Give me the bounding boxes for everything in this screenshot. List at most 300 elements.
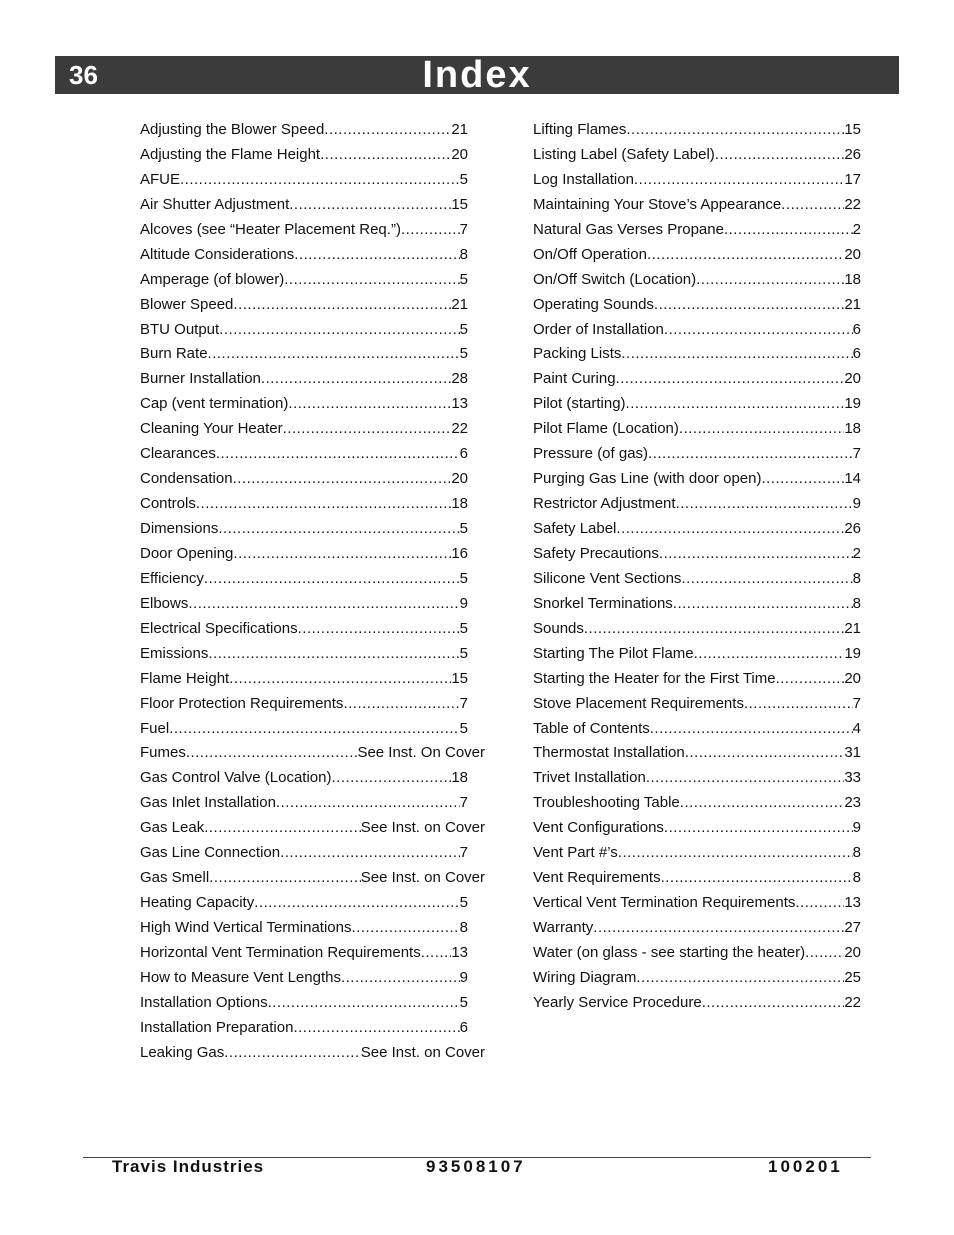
index-term: Dimensions: [140, 520, 219, 537]
index-page-ref: See Inst. on Cover: [360, 869, 485, 887]
index-page-ref: See Inst. on Cover: [360, 1043, 485, 1061]
index-term: Purging Gas Line (with door open): [533, 470, 762, 488]
dot-leader: [654, 293, 844, 318]
dot-leader: [679, 417, 844, 442]
dot-leader: [702, 991, 845, 1016]
index-term: Silicone Vent Sections: [533, 569, 682, 587]
index-page-ref: 20: [844, 669, 861, 687]
index-term: Door Opening: [140, 544, 234, 562]
index-entry: [140, 991, 468, 1016]
index-page-ref: 2: [852, 220, 861, 238]
index-entry: [533, 941, 861, 966]
dot-leader: [715, 143, 845, 168]
index-page-ref: 22: [844, 195, 861, 213]
index-page-ref: 25: [844, 968, 861, 986]
dot-leader: [324, 118, 451, 143]
index-entry: [140, 816, 485, 841]
dot-leader: [636, 966, 844, 991]
index-term: Starting the Heater for the First Time: [533, 669, 776, 687]
dot-leader: [216, 442, 460, 467]
index-entry: [140, 866, 485, 891]
index-page-ref: 5: [459, 345, 468, 363]
dot-leader: [224, 1041, 361, 1066]
index-entry: [533, 392, 861, 417]
index-entry: [140, 193, 468, 218]
dot-leader: [268, 991, 460, 1016]
dot-leader: [626, 392, 845, 417]
index-page-ref: 7: [459, 794, 468, 812]
index-term: Stove Placement Requirements: [533, 694, 744, 712]
dot-leader: [204, 816, 361, 841]
index-term: Vent Configurations: [533, 819, 664, 837]
index-entry: [140, 342, 468, 367]
index-page-ref: 27: [844, 919, 861, 936]
index-page-ref: 14: [844, 470, 861, 488]
index-entry: [533, 866, 861, 891]
index-column-left: [140, 118, 485, 1066]
index-term: Restrictor Adjustment: [533, 495, 676, 513]
dot-leader: [626, 118, 844, 143]
dot-leader: [208, 342, 460, 367]
index-page-ref: 6: [852, 345, 861, 363]
dot-leader: [421, 941, 452, 966]
index-entry: [533, 991, 861, 1016]
index-entry: [533, 243, 861, 268]
index-term: Thermostat Installation: [533, 744, 685, 762]
index-entry: [533, 517, 861, 542]
dot-leader: [219, 318, 459, 343]
index-term: Pressure (of gas): [533, 445, 649, 463]
index-entry: [533, 791, 861, 816]
index-page-ref: 13: [451, 943, 468, 961]
index-term: Amperage (of blower): [140, 270, 285, 288]
dot-leader: [664, 318, 853, 343]
dot-leader: [343, 692, 459, 717]
index-entry: [140, 791, 468, 816]
index-term: Installation Options: [140, 993, 268, 1011]
index-entry: [140, 667, 468, 692]
dot-leader: [233, 293, 451, 318]
dot-leader: [584, 617, 844, 642]
page-number: 36: [69, 60, 98, 90]
index-page-ref: 8: [459, 245, 468, 263]
dot-leader: [648, 442, 853, 467]
index-term: Table of Contents: [533, 719, 650, 737]
index-page-ref: 6: [459, 1018, 468, 1036]
dot-leader: [776, 667, 845, 692]
index-page-ref: 18: [844, 270, 861, 288]
index-term: Leaking Gas: [140, 1043, 225, 1061]
index-page-ref: 6: [852, 320, 861, 338]
index-page-ref: 18: [451, 769, 468, 787]
index-term: Packing Lists: [533, 345, 622, 363]
index-entry: [533, 293, 861, 318]
index-term: On/Off Switch (Location): [533, 270, 697, 288]
index-entry: [533, 442, 861, 467]
index-term: Pilot Flame (Location): [533, 420, 679, 438]
dot-leader: [616, 517, 844, 542]
index-page-ref: See Inst. on Cover: [360, 819, 485, 837]
dot-leader: [293, 1016, 459, 1041]
dot-leader: [680, 791, 845, 816]
index-page-ref: 9: [459, 968, 468, 986]
index-entry: [140, 143, 468, 168]
dot-leader: [209, 866, 361, 891]
index-term: Safety Precautions: [533, 544, 659, 562]
index-term: Efficiency: [140, 569, 204, 587]
index-entry: [533, 891, 861, 916]
index-entry: [140, 592, 468, 617]
dot-leader: [673, 592, 853, 617]
dot-leader: [647, 243, 844, 268]
index-term: Safety Label: [533, 520, 617, 537]
dot-leader: [254, 891, 459, 916]
index-term: Alcoves (see “Heater Placement Req.”): [140, 220, 401, 238]
index-entry: [140, 966, 468, 991]
index-term: Gas Line Connection: [140, 844, 281, 862]
index-term: Burner Installation: [140, 370, 261, 388]
index-entry: [140, 642, 468, 667]
dot-leader: [781, 193, 844, 218]
index-term: Paint Curing: [533, 370, 616, 388]
index-entry: [533, 168, 861, 193]
index-page-ref: 4: [852, 719, 861, 737]
index-page-ref: 5: [459, 719, 468, 737]
dot-leader: [208, 642, 459, 667]
footer-date-code: 100201: [768, 1157, 843, 1176]
index-term: Burn Rate: [140, 345, 208, 363]
dot-leader: [694, 642, 845, 667]
index-page-ref: 8: [459, 919, 468, 936]
index-entry: [533, 766, 861, 791]
index-term: Fuel: [140, 719, 170, 737]
index-page-ref: 2: [852, 544, 861, 562]
index-entry: [533, 118, 861, 143]
index-term: Pilot (starting): [533, 395, 626, 413]
index-page-ref: 7: [459, 694, 468, 712]
page-title: Index: [422, 54, 532, 96]
index-entry: [533, 218, 861, 243]
dot-leader: [659, 542, 853, 567]
index-term: On/Off Operation: [533, 245, 647, 263]
dot-leader: [169, 717, 459, 742]
index-entry: [140, 367, 468, 392]
index-entry: [140, 492, 468, 517]
index-entry: [533, 642, 861, 667]
index-entry: [140, 717, 468, 742]
index-entry: [140, 542, 468, 567]
dot-leader: [696, 268, 844, 293]
index-term: BTU Output: [140, 320, 220, 338]
index-page-ref: 8: [852, 569, 861, 587]
index-term: Altitude Considerations: [140, 245, 295, 263]
index-term: Flame Height: [140, 669, 230, 687]
index-term: Order of Installation: [533, 320, 664, 338]
index-term: Log Installation: [533, 170, 634, 188]
index-term: Lifting Flames: [533, 121, 627, 138]
index-term: Electrical Specifications: [140, 619, 298, 637]
index-page-ref: 28: [451, 370, 468, 388]
index-page-ref: 5: [459, 170, 468, 188]
index-term: Cap (vent termination): [140, 395, 289, 413]
index-page-ref: 19: [844, 395, 861, 413]
index-page-ref: 18: [451, 495, 468, 513]
header-bar: [55, 56, 899, 94]
dot-leader: [650, 717, 853, 742]
index-column-right: [533, 118, 861, 1016]
index-page-ref: 5: [459, 270, 468, 288]
index-page-ref: 5: [459, 320, 468, 338]
dot-leader: [761, 467, 844, 492]
index-entry: [140, 841, 468, 866]
dot-leader: [218, 517, 459, 542]
dot-leader: [233, 542, 451, 567]
index-page-ref: 6: [459, 445, 468, 463]
index-page-ref: 8: [852, 844, 861, 862]
dot-leader: [681, 567, 852, 592]
index-term: Horizontal Vent Termination Requirements: [140, 943, 421, 961]
index-term: Snorkel Terminations: [533, 594, 673, 612]
index-entry: [533, 966, 861, 991]
index-term: Fumes: [140, 744, 186, 762]
index-term: Starting The Pilot Flame: [533, 644, 694, 662]
index-entry: [533, 467, 861, 492]
index-term: Vertical Vent Termination Requirements: [533, 894, 796, 912]
dot-leader: [646, 766, 844, 791]
index-entry: [533, 667, 861, 692]
index-term: Gas Inlet Installation: [140, 794, 276, 812]
index-entry: [533, 692, 861, 717]
dot-leader: [320, 143, 451, 168]
index-entry: [533, 417, 861, 442]
index-entry: [140, 766, 468, 791]
index-term: Cleaning Your Heater: [140, 420, 283, 438]
dot-leader: [298, 617, 460, 642]
index-page-ref: 17: [844, 170, 861, 188]
index-entry: [140, 692, 468, 717]
index-page-ref: 15: [844, 121, 861, 138]
dot-leader: [621, 342, 852, 367]
dot-leader: [744, 692, 853, 717]
index-term: Maintaining Your Stove’s Appearance: [533, 195, 782, 213]
index-term: Adjusting the Flame Height: [140, 145, 321, 163]
index-page-ref: 21: [451, 121, 468, 138]
index-page-ref: 33: [844, 769, 861, 787]
index-term: Yearly Service Procedure: [533, 993, 702, 1011]
footer-company: Travis Industries: [112, 1157, 265, 1176]
index-term: Floor Protection Requirements: [140, 694, 344, 712]
dot-leader: [196, 492, 451, 517]
index-page-ref: 9: [852, 819, 861, 837]
index-page-ref: 21: [451, 295, 468, 313]
index-page-ref: 18: [844, 420, 861, 438]
dot-leader: [401, 218, 460, 243]
dot-leader: [204, 567, 460, 592]
index-page-ref: 7: [459, 220, 468, 238]
index-entry: [533, 268, 861, 293]
index-entry: [533, 916, 861, 941]
index-entry: [140, 392, 468, 417]
dot-leader: [724, 218, 853, 243]
index-page-ref: 15: [451, 669, 468, 687]
index-term: Natural Gas Verses Propane: [533, 220, 724, 238]
index-page-ref: 13: [451, 395, 468, 413]
index-entry: [533, 193, 861, 218]
index-page-ref: 31: [844, 744, 861, 762]
dot-leader: [276, 791, 460, 816]
index-page-ref: 7: [852, 445, 861, 463]
index-entry: [140, 1016, 468, 1041]
index-entry: [533, 717, 861, 742]
index-page-ref: 20: [451, 145, 468, 163]
dot-leader: [351, 916, 459, 941]
index-page-ref: 20: [844, 245, 861, 263]
dot-leader: [280, 841, 460, 866]
index-entry: [533, 143, 861, 168]
dot-leader: [288, 392, 451, 417]
index-entry: [140, 916, 468, 941]
index-page-ref: 15: [451, 195, 468, 213]
index-page-ref: 26: [844, 520, 861, 537]
index-entry: [140, 318, 468, 343]
dot-leader: [664, 816, 853, 841]
index-term: Gas Smell: [140, 869, 210, 887]
index-term: Adjusting the Blower Speed: [140, 121, 325, 138]
index-entry: [533, 542, 861, 567]
index-page-ref: 5: [459, 644, 468, 662]
dot-leader: [284, 268, 459, 293]
footer-part-number: 93508107: [426, 1157, 526, 1176]
index-term: Elbows: [140, 594, 189, 612]
index-page-ref: 20: [451, 470, 468, 488]
dot-leader: [331, 766, 451, 791]
dot-leader: [618, 841, 853, 866]
index-entry: [140, 243, 468, 268]
index-entry: [140, 268, 468, 293]
index-term: Warranty: [533, 919, 594, 936]
index-term: Vent Part #’s: [533, 844, 618, 862]
index-term: Condensation: [140, 470, 233, 488]
index-entry: [533, 816, 861, 841]
index-entry: [533, 492, 861, 517]
index-page-ref: 9: [459, 594, 468, 612]
index-page-ref: 9: [852, 495, 861, 513]
index-entry: [140, 218, 468, 243]
dot-leader: [805, 941, 844, 966]
dot-leader: [616, 367, 845, 392]
dot-leader: [593, 916, 844, 941]
index-entry: [533, 342, 861, 367]
index-entry: [140, 118, 468, 143]
index-term: Emissions: [140, 644, 209, 662]
index-entry: [533, 318, 861, 343]
index-entry: [140, 467, 468, 492]
index-entry: [140, 741, 485, 766]
index-page-ref: 8: [852, 869, 861, 887]
index-page-ref: 7: [852, 694, 861, 712]
index-term: Gas Control Valve (Location): [140, 769, 332, 787]
index-term: Wiring Diagram: [533, 968, 637, 986]
dot-leader: [294, 243, 459, 268]
dot-leader: [261, 367, 451, 392]
dot-leader: [634, 168, 844, 193]
index-entry: [533, 367, 861, 392]
index-page-ref: 22: [844, 993, 861, 1011]
index-term: High Wind Vertical Terminations: [140, 919, 352, 936]
index-term: Gas Leak: [140, 819, 205, 837]
index-term: Trivet Installation: [533, 769, 646, 787]
index-entry: [140, 442, 468, 467]
index-entry: [140, 517, 468, 542]
index-term: Clearances: [140, 445, 216, 463]
index-term: Installation Preparation: [140, 1018, 294, 1036]
index-entry: [533, 592, 861, 617]
index-term: Sounds: [533, 619, 584, 637]
dot-leader: [795, 891, 844, 916]
index-entry: [140, 1041, 485, 1066]
index-page-ref: 5: [459, 619, 468, 637]
index-entry: [140, 168, 468, 193]
dot-leader: [229, 667, 451, 692]
index-page-ref: 5: [459, 993, 468, 1011]
index-entry: [533, 617, 861, 642]
index-page-ref: See Inst. On Cover: [357, 744, 485, 762]
index-term: Operating Sounds: [533, 295, 654, 313]
index-entry: [140, 941, 468, 966]
index-entry: [533, 741, 861, 766]
index-page-ref: 23: [844, 794, 861, 812]
dot-leader: [180, 168, 460, 193]
index-entry: [140, 417, 468, 442]
index-page-ref: 22: [451, 420, 468, 438]
index-term: How to Measure Vent Lengths: [140, 968, 341, 986]
index-entry: [140, 617, 468, 642]
index-page-ref: 5: [459, 569, 468, 587]
index-page-ref: 16: [451, 544, 468, 562]
index-page-ref: 20: [844, 370, 861, 388]
dot-leader: [186, 741, 358, 766]
index-term: Listing Label (Safety Label): [533, 145, 715, 163]
dot-leader: [676, 492, 853, 517]
index-page-ref: 13: [844, 894, 861, 912]
index-page-ref: 21: [844, 295, 861, 313]
dot-leader: [341, 966, 460, 991]
index-term: AFUE: [140, 170, 181, 188]
index-page-ref: 5: [459, 520, 468, 537]
index-term: Air Shutter Adjustment: [140, 195, 290, 213]
dot-leader: [283, 417, 452, 442]
index-term: Blower Speed: [140, 295, 234, 313]
index-page-ref: 7: [459, 844, 468, 862]
index-page-ref: 19: [844, 644, 861, 662]
index-page-ref: 20: [844, 943, 861, 961]
index-page-ref: 21: [844, 619, 861, 637]
index-entry: [533, 841, 861, 866]
index-term: Vent Requirements: [533, 869, 661, 887]
index-entry: [140, 293, 468, 318]
index-entry: [140, 567, 468, 592]
index-entry: [140, 891, 468, 916]
dot-leader: [685, 741, 845, 766]
index-term: Controls: [140, 495, 196, 513]
dot-leader: [188, 592, 459, 617]
index-term: Troubleshooting Table: [533, 794, 680, 812]
index-page-ref: 5: [459, 894, 468, 912]
dot-leader: [233, 467, 452, 492]
index-entry: [533, 567, 861, 592]
dot-leader: [289, 193, 451, 218]
dot-leader: [661, 866, 853, 891]
